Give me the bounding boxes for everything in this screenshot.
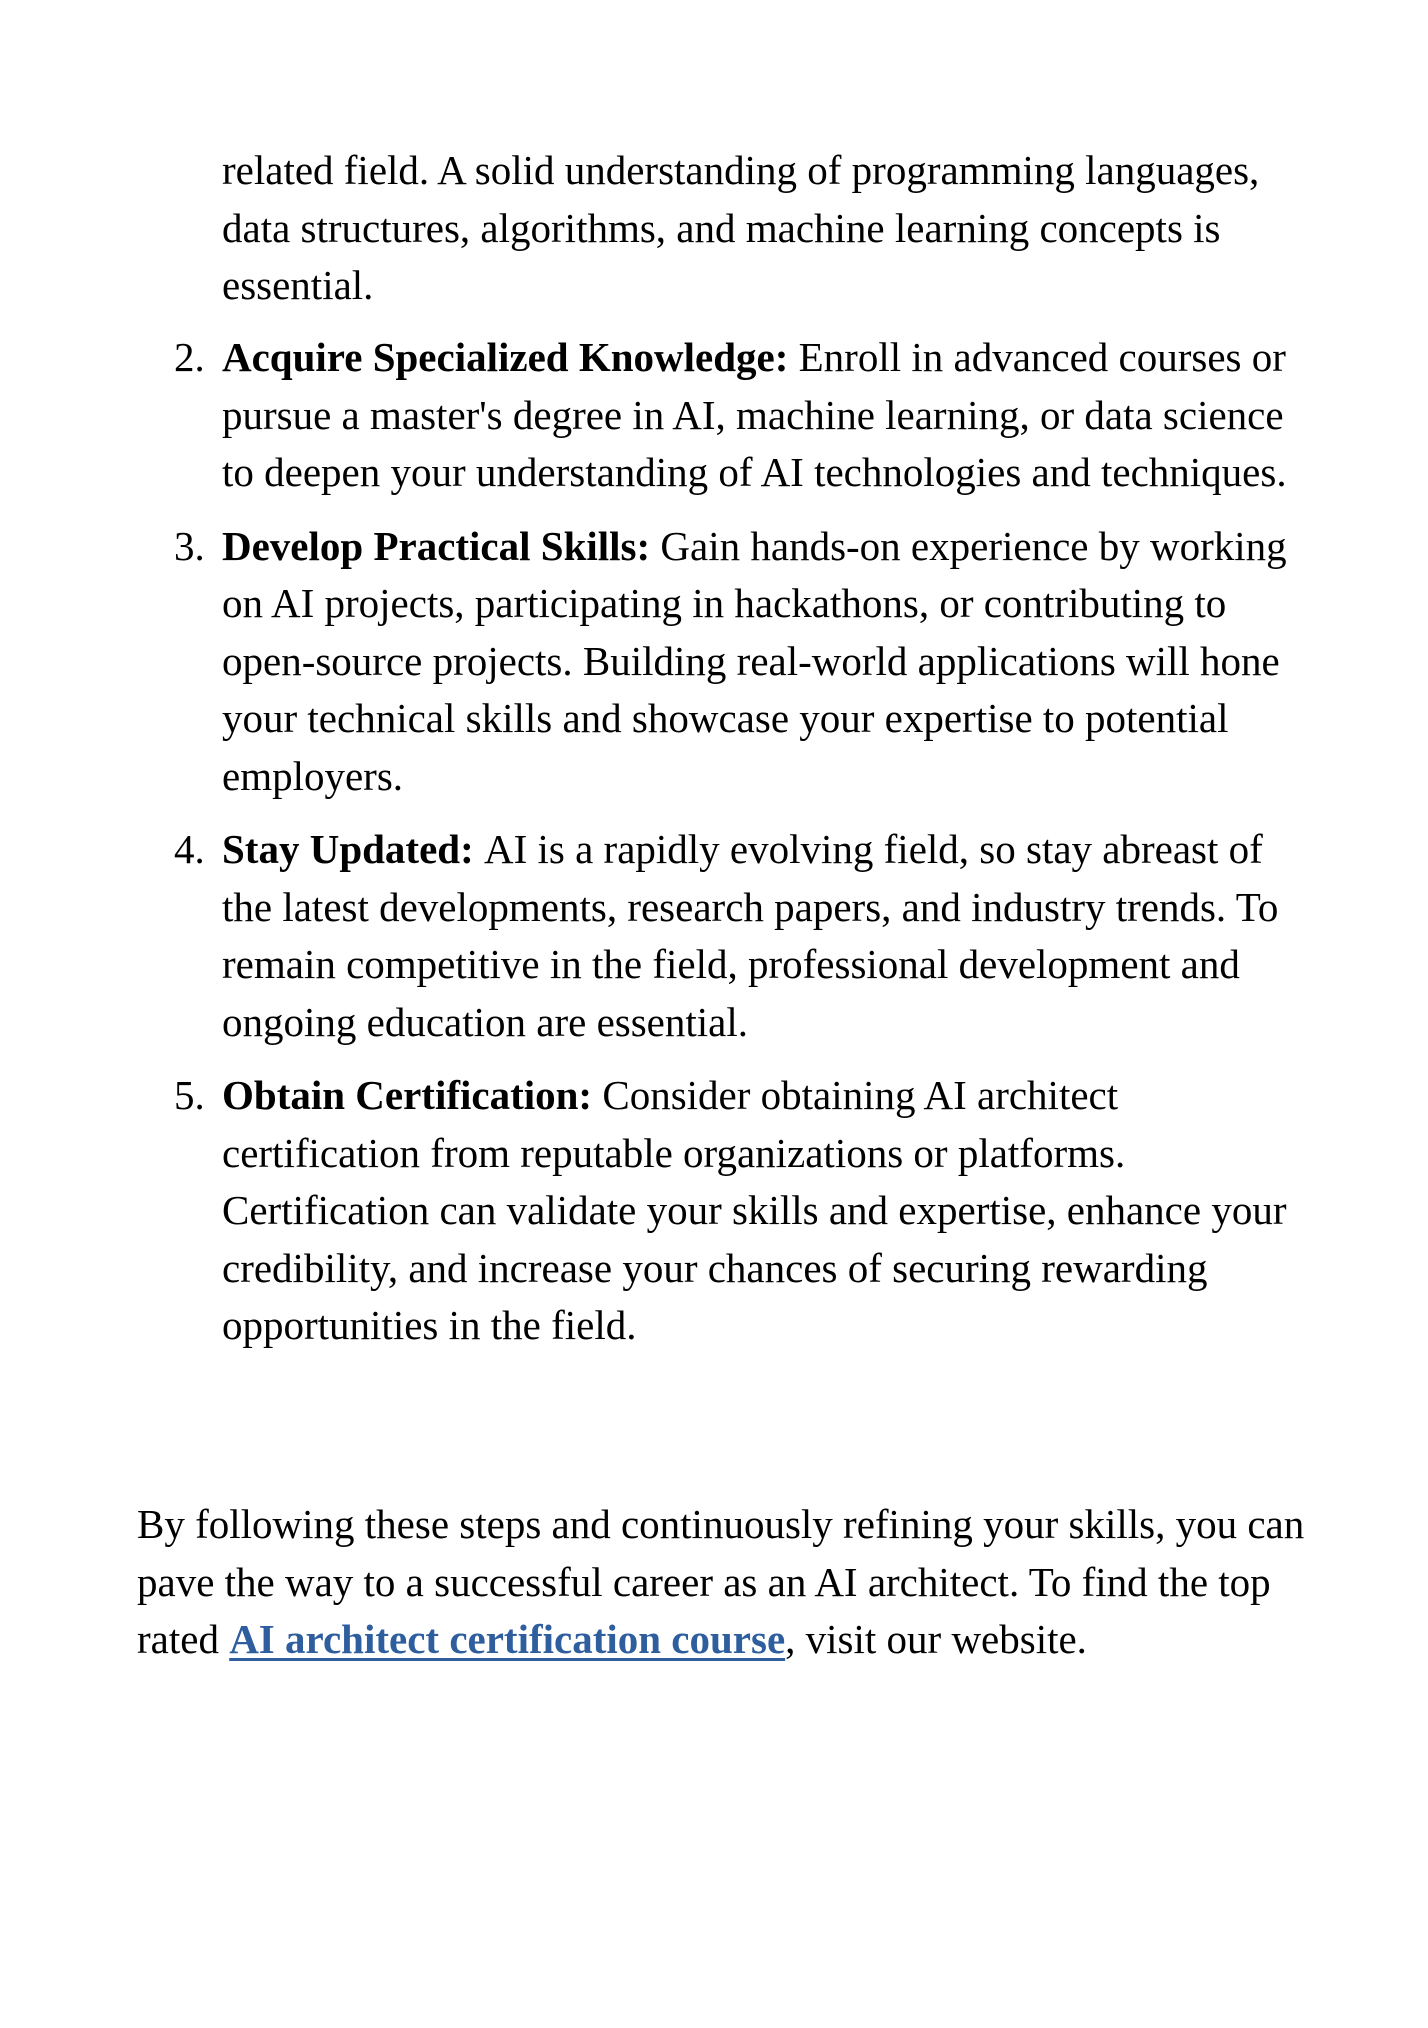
list-item: [174, 329, 1312, 502]
conclusion-text-before: By following these steps and continuously refining your skills, you can pave the way to a successful career as an AI architect. To find the top rated: [137, 1501, 1305, 1662]
list-item: [174, 1067, 1312, 1355]
step-title: Develop Practical Skills:: [222, 522, 661, 569]
step-title: Obtain Certification:: [222, 1072, 603, 1118]
step-number: 2.: [174, 334, 205, 380]
step-text: AI is a rapidly evolving field, so stay abreast of the latest developments, research papers, and industry trends. To remain competitive in the field, professional development and ongoing education are essential.: [222, 826, 1279, 1045]
conclusion-text-after: , visit our website.: [785, 1616, 1087, 1662]
step-title: Acquire Specialized Knowledge:: [222, 334, 799, 380]
step-number: 5.: [174, 1072, 205, 1118]
step-number: 3.: [174, 522, 205, 569]
step-text: Gain hands-on experience by working on AI projects, participating in hackathons, or contributing to open-source projects. Building real-world applications will hone your technical skills and showcase your expertise to potential employers.: [222, 522, 1287, 799]
steps-list: [174, 329, 1312, 1371]
step-text: Consider obtaining AI architect certification from reputable organizations or platforms. Certification can validate your skills and expertise, enhance your credibility, and increase your chances of securing rewarding opportunities in the field.: [222, 1072, 1287, 1348]
conclusion-paragraph: [137, 1496, 1327, 1669]
list-item: [174, 518, 1312, 806]
step-number: 4.: [174, 826, 205, 872]
step-title: Stay Updated:: [222, 826, 484, 872]
certification-course-link[interactable]: AI architect certification course: [229, 1616, 786, 1662]
list-item: [174, 821, 1312, 1051]
step-text: Enroll in advanced courses or pursue a master's degree in AI, machine learning, or data science to deepen your understanding of AI technologies and techniques.: [222, 334, 1287, 495]
continuation-paragraph: related field. A solid understanding of programming languages, data structures, algorithms, and machine learning concepts is essential.: [222, 147, 1260, 308]
